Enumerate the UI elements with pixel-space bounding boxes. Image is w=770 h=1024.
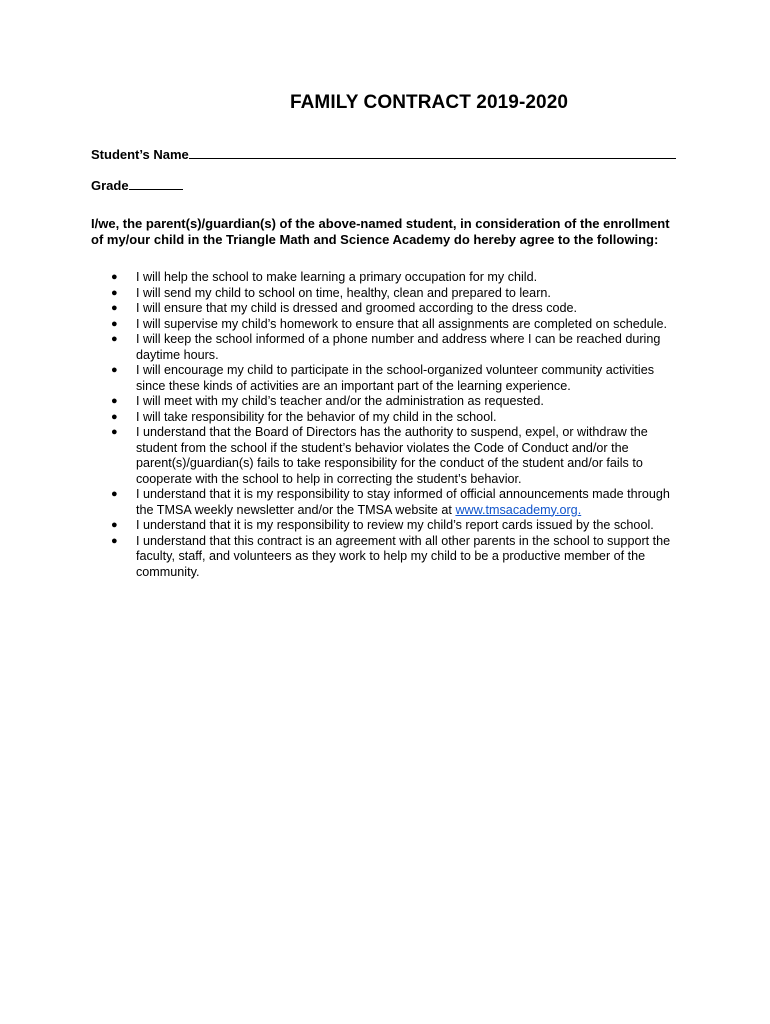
grade-label: Grade — [91, 178, 129, 193]
list-item — [91, 332, 681, 363]
bullet-icon: ● — [111, 519, 118, 531]
student-name-field — [91, 146, 676, 162]
bullet-icon: ● — [111, 410, 118, 423]
list-item-text: I understand that this contract is an agreement with all other parents in the school to support the faculty, staff, and volunteers as they work to help my child to be a productive member of the community. — [136, 533, 671, 579]
list-item-text: I will ensure that my child is dressed and groomed according to the dress code. — [136, 301, 578, 315]
bullet-icon: ● — [111, 488, 118, 500]
list-item-text: I will take responsibility for the behavior of my child in the school. — [136, 409, 497, 424]
list-item-suffix: . — [577, 502, 582, 517]
list-item — [91, 518, 681, 534]
website-link[interactable]: www.tmsacademy.org — [455, 502, 578, 517]
list-item-text: I will encourage my child to participate in the school-organized volunteer community activities since these kinds of activities are an important part of the learning experience. — [136, 363, 654, 393]
list-item — [91, 363, 681, 394]
agreement-list — [91, 270, 681, 580]
list-item — [91, 286, 681, 302]
list-item — [91, 317, 681, 333]
bullet-icon: ● — [111, 426, 118, 438]
bullet-icon: ● — [111, 271, 118, 283]
grade-blank[interactable] — [129, 177, 183, 190]
list-item — [91, 394, 681, 410]
student-name-blank[interactable] — [189, 146, 676, 159]
list-item-text: I will supervise my child’s homework to ensure that all assignments are completed on schedule. — [136, 316, 668, 331]
bullet-icon: ● — [111, 286, 118, 299]
list-item — [91, 301, 681, 317]
page-title: FAMILY CONTRACT 2019-2020 — [289, 92, 569, 113]
bullet-icon: ● — [111, 534, 118, 547]
bullet-icon: ● — [111, 317, 118, 330]
list-item — [91, 410, 681, 426]
list-item — [91, 534, 681, 581]
intro-paragraph: I/we, the parent(s)/guardian(s) of the above-named student, in consideration of the enrollment of my/our child in the Triangle Math and Science Academy do hereby agree to the following: — [91, 216, 670, 247]
list-item-text: I will meet with my child’s teacher and/or the administration as requested. — [136, 394, 544, 408]
list-item — [91, 425, 681, 487]
student-name-label: Student’s Name — [91, 147, 189, 162]
bullet-icon: ● — [111, 333, 118, 345]
bullet-icon: ● — [111, 364, 118, 376]
bullet-icon: ● — [111, 302, 118, 314]
grade-field — [91, 177, 183, 193]
list-item-text: I understand that the Board of Directors has the authority to suspend, expel, or withdraw the student from the school if the student’s behavior violates the Code of Conduct and/or the parent(s)/guardian(s) fails to take responsibility for the conduct of the student and/or fails to cooperate with the school to help in correcting the student’s behavior. — [136, 425, 648, 486]
list-item-text: I understand that it is my responsibility to stay informed of official announcements made through the TMSA weekly newsletter and/or the TMSA website at — [136, 487, 670, 517]
list-item-text: I will help the school to make learning a primary occupation for my child. — [136, 270, 538, 284]
list-item — [91, 270, 681, 286]
list-item-text: I will keep the school informed of a phone number and address where I can be reached during daytime hours. — [136, 332, 661, 362]
bullet-icon: ● — [111, 395, 118, 407]
list-item-text: I understand that it is my responsibility to review my child’s report cards issued by the school. — [136, 518, 654, 532]
list-item — [91, 487, 681, 518]
list-item-text: I will send my child to school on time, healthy, clean and prepared to learn. — [136, 285, 551, 300]
